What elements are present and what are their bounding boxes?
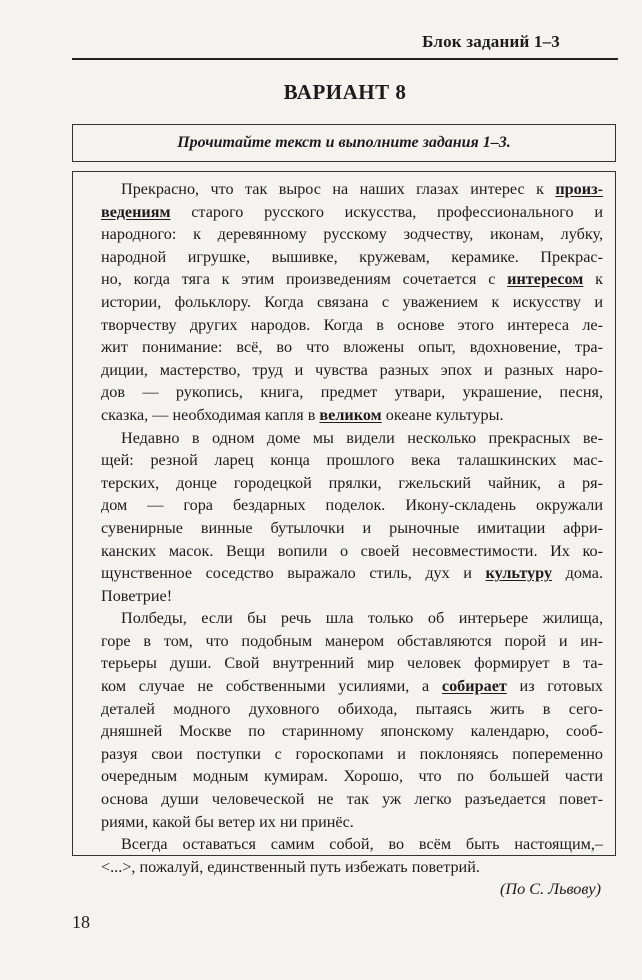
page-number: 18 [72, 912, 90, 932]
highlighted-word-proizvedeniyam-cont: ведениям [101, 202, 171, 221]
text-fragment: сказка, — необходимая капля в [101, 405, 320, 424]
text-fragment: из готовых [506, 677, 603, 696]
text-line [81, 201, 603, 224]
text-line [81, 562, 603, 585]
text-fragment: океане культуры. [381, 405, 504, 424]
text-line [81, 178, 603, 201]
text-line: сувенирные винные бутылочки и рыночные имитации афри- [101, 518, 603, 537]
highlighted-word-kulturu: культуру [485, 564, 553, 583]
paragraph-3 [81, 607, 603, 833]
paragraph-2 [81, 427, 603, 608]
text-line: <...>, пожалуй, единственный путь избежать поветрий. [101, 857, 480, 876]
text-line: терских, донце городецкой прялки, гжельский чайник, а ря- [101, 473, 603, 492]
text-line: Поветрие! [101, 586, 173, 605]
paragraph-1 [81, 178, 603, 427]
text-line: жит понимание: всё, во что вложены опыт, вдохновение, тра- [101, 338, 603, 357]
text-line: деталей модного духовного обихода, пытаясь жить в сего- [101, 699, 603, 718]
text-fragment: щунственное соседство выражало стиль, дух и [101, 564, 486, 583]
reading-text-box [72, 171, 616, 899]
text-line: терьеры души. Свой внутренний мир человек формирует в та- [101, 654, 603, 673]
text-line: очередным модным кумирам. Хорошо, что по большей части [101, 767, 603, 786]
text-line: Полбеды, если бы речь шла только об интерьере жилища, [121, 609, 603, 628]
text-line: дов — рукопись, книга, предмет утвари, украшение, песня, [101, 383, 603, 402]
highlighted-word-interesom: интересом [507, 270, 584, 289]
text-line: Недавно в одном доме мы видели несколько прекрасных ве- [121, 428, 603, 447]
text-line: диции, мастерство, труд и чувства разных эпох и разных наро- [101, 360, 603, 379]
text-line: разуя свои поступки с гороскопами и поклоняясь попеременно [101, 744, 603, 763]
section-header-title: Блок заданий 1–3 [422, 32, 560, 51]
text-line: горе в том, что подобным манером обставляются порой и ин- [101, 631, 603, 650]
highlighted-word-sobiraet: собирает [441, 677, 507, 696]
text-line: Всегда оставаться самим собой, во всём быть настоящим,– [121, 835, 603, 854]
highlighted-word-velikom: великом [319, 405, 382, 424]
text-fragment: старого русского искусства, профессионального и [170, 202, 603, 221]
text-line: творчеству других народов. Когда в основе этого интереса ле- [101, 315, 603, 334]
text-line: народной игрушке, вышивке, кружевам, керамике. Прекрас- [101, 247, 603, 266]
text-line: дняшней Москве по старинному японскому календарю, сооб- [101, 722, 603, 741]
text-line: народного: к деревянному русскому зодчеству, иконам, лубку, [101, 225, 603, 244]
text-fragment: Прекрасно, что так вырос на наших глазах интерес к [121, 180, 556, 198]
text-fragment: дома. [552, 564, 604, 583]
text-fragment: к [583, 270, 603, 289]
text-line [81, 268, 603, 291]
instruction-box [72, 124, 616, 162]
text-line: дом — гора бездарных поделок. Икону-складень окружали [101, 496, 603, 515]
paragraph-4 [81, 833, 603, 878]
instruction-text: Прочитайте текст и выполните задания 1–3. [177, 134, 511, 151]
text-line: риями, какой бы ветер их ни принёс. [101, 812, 354, 831]
highlighted-word-proizvedeniyam: произ- [555, 180, 603, 198]
text-line [81, 675, 603, 698]
text-line: основа души человеческой не так уж легко разъедается повет- [101, 790, 603, 809]
author-attribution: (По С. Львову) [500, 880, 601, 899]
text-line: канских масок. Вещи вопили о своей несовместимости. Их ко- [101, 541, 603, 560]
variant-title: ВАРИАНТ 8 [283, 80, 407, 104]
text-line: истории, фольклору. Когда связана с уважением к искусству и [101, 292, 603, 311]
text-fragment: ком случае не собственными усилиями, а [101, 677, 442, 696]
text-line: щей: резной ларец конца прошлого века талашкинских мас- [101, 451, 603, 470]
text-line [81, 404, 603, 427]
text-fragment: но, когда тяга к этим произведениям сочетается с [101, 270, 508, 289]
section-header [72, 28, 618, 60]
